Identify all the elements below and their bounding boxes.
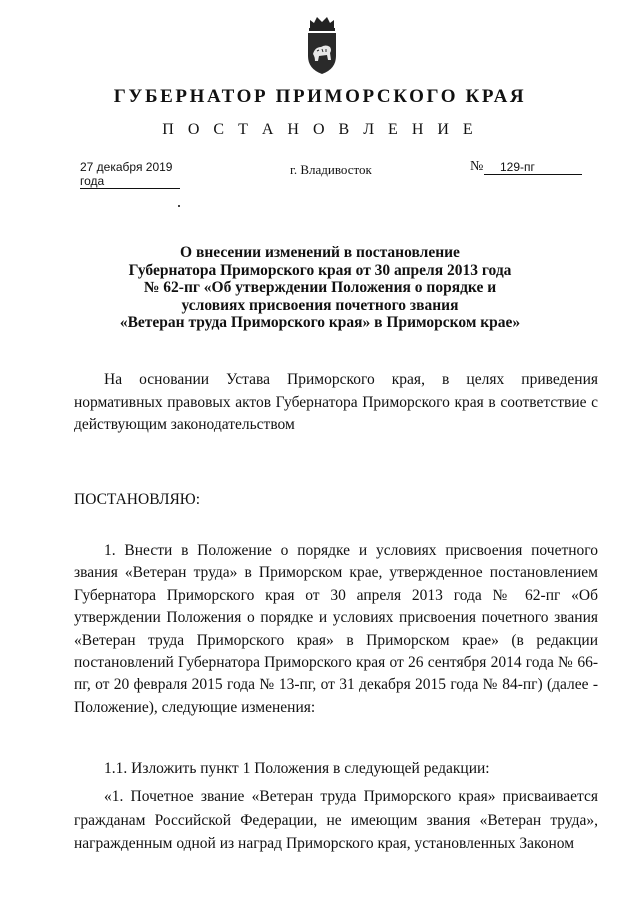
heading-line: условиях присвоения почетного звания	[181, 296, 459, 314]
coat-of-arms-emblem	[305, 14, 339, 76]
document-city: г. Владивосток	[290, 162, 372, 177]
item-1-1-paragraph: 1.1. Изложить пункт 1 Положения в следующей редакции:	[104, 760, 490, 777]
heading-line: «Ветеран труда Приморского края» в Приморском крае»	[119, 314, 521, 331]
document-type: П О С Т А Н О В Л Е Н И Е	[162, 121, 478, 138]
decree-word: ПОСТАНОВЛЯЮ:	[74, 491, 201, 508]
document-date: 27 декабря 2019 года	[80, 160, 180, 189]
document-heading	[100, 244, 540, 332]
item-1-paragraph: 1. Внести в Положение о порядке и условиях присвоения почетного звания «Ветеран труда» в Приморском крае, утвержденное постановлением Губернатора Приморского края от 30 апреля 2013 года № 62-пг «Об утверждении Положения о порядке и условиях присвоения почетного звания «Ветеран труда Приморского края» в Приморском крае» (в редакции постановлений Губернатора Приморского края от 26 сентября 2014 года № 66-пг, от 20 февраля 2015 года № 13-пг, от 31 декабря 2015 года № 84-пг) (далее - Положение), следующие изменения:	[74, 542, 598, 716]
heading-line: Губернатора Приморского края от 30 апреля 2013 года	[128, 261, 512, 279]
scan-speck	[178, 205, 180, 207]
item-1-1-text-paragraph: «1. Почетное звание «Ветеран труда Приморского края» присваивается гражданам Российской Федерации, не имеющим звания «Ветеран труда», награжденным одной из наград Приморского края, установленных Законом	[74, 788, 598, 852]
preamble-paragraph: На основании Устава Приморского края, в целях приведения нормативных правовых актов Губернатора Приморского края в соответствие с действующим законодательством	[74, 371, 598, 433]
document-number-label: №	[470, 159, 484, 174]
heading-line: № 62-пг «Об утверждении Положения о порядке и	[143, 279, 497, 296]
document-issuer-title: ГУБЕРНАТОР ПРИМОРСКОГО КРАЯ	[113, 86, 527, 107]
document-number: 129-пг	[484, 160, 582, 175]
heading-line: О внесении изменений в постановление	[180, 244, 460, 261]
